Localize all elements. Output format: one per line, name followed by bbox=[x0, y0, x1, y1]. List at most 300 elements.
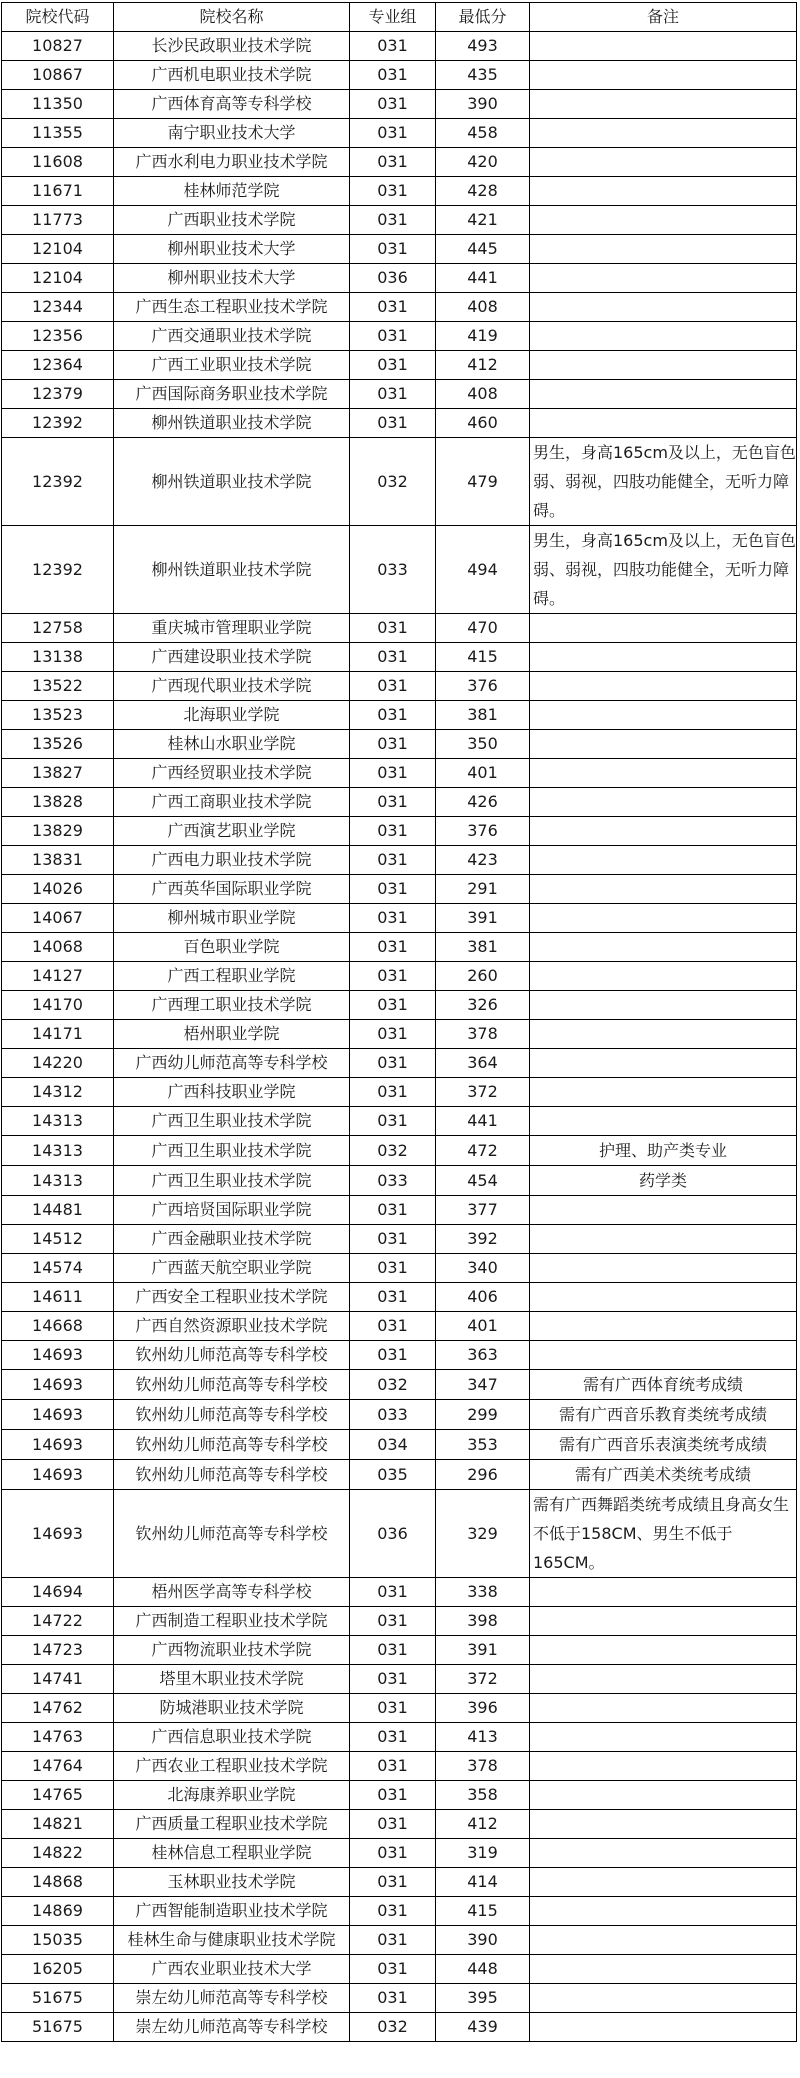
table-row bbox=[2, 846, 797, 875]
cell-note bbox=[530, 1283, 797, 1312]
table-row bbox=[2, 933, 797, 962]
table-row bbox=[2, 438, 797, 526]
cell-group: 031 bbox=[350, 1897, 436, 1926]
cell-code: 13522 bbox=[2, 672, 114, 701]
table-row bbox=[2, 380, 797, 409]
cell-group: 031 bbox=[350, 1312, 436, 1341]
cell-score: 358 bbox=[436, 1781, 530, 1810]
cell-name: 广西水利电力职业技术学院 bbox=[114, 148, 350, 177]
cell-score: 470 bbox=[436, 614, 530, 643]
table-row bbox=[2, 1752, 797, 1781]
cell-name: 桂林信息工程职业学院 bbox=[114, 1839, 350, 1868]
cell-name: 广西金融职业技术学院 bbox=[114, 1225, 350, 1254]
cell-code: 14868 bbox=[2, 1868, 114, 1897]
table-row bbox=[2, 817, 797, 846]
cell-code: 14693 bbox=[2, 1370, 114, 1400]
cell-code: 12392 bbox=[2, 409, 114, 438]
cell-code: 14693 bbox=[2, 1400, 114, 1430]
cell-name: 广西工业职业技术学院 bbox=[114, 351, 350, 380]
cell-score: 494 bbox=[436, 526, 530, 614]
table-row bbox=[2, 701, 797, 730]
cell-note bbox=[530, 1607, 797, 1636]
cell-name: 广西自然资源职业技术学院 bbox=[114, 1312, 350, 1341]
cell-note: 需有广西美术类统考成绩 bbox=[530, 1460, 797, 1490]
cell-name: 桂林师范学院 bbox=[114, 177, 350, 206]
cell-name: 广西信息职业技术学院 bbox=[114, 1723, 350, 1752]
cell-note: 需有广西音乐教育类统考成绩 bbox=[530, 1400, 797, 1430]
cell-code: 12344 bbox=[2, 293, 114, 322]
table-row bbox=[2, 643, 797, 672]
cell-score: 326 bbox=[436, 991, 530, 1020]
cell-name: 广西英华国际职业学院 bbox=[114, 875, 350, 904]
cell-name: 广西智能制造职业技术学院 bbox=[114, 1897, 350, 1926]
cell-score: 390 bbox=[436, 90, 530, 119]
cell-name: 广西卫生职业技术学院 bbox=[114, 1136, 350, 1166]
cell-note bbox=[530, 1694, 797, 1723]
cell-note bbox=[530, 293, 797, 322]
header-note: 备注 bbox=[530, 3, 797, 32]
cell-name: 崇左幼儿师范高等专科学校 bbox=[114, 2013, 350, 2042]
cell-score: 392 bbox=[436, 1225, 530, 1254]
cell-note: 需有广西体育统考成绩 bbox=[530, 1370, 797, 1400]
cell-note bbox=[530, 1078, 797, 1107]
cell-group: 031 bbox=[350, 1665, 436, 1694]
cell-code: 14170 bbox=[2, 991, 114, 1020]
cell-code: 13526 bbox=[2, 730, 114, 759]
cell-note bbox=[530, 759, 797, 788]
cell-score: 441 bbox=[436, 264, 530, 293]
cell-note bbox=[530, 1341, 797, 1370]
cell-group: 031 bbox=[350, 962, 436, 991]
table-row bbox=[2, 1723, 797, 1752]
table-row bbox=[2, 61, 797, 90]
cell-score: 428 bbox=[436, 177, 530, 206]
cell-note bbox=[530, 322, 797, 351]
cell-group: 031 bbox=[350, 904, 436, 933]
cell-code: 14611 bbox=[2, 1283, 114, 1312]
table-body bbox=[2, 32, 797, 2042]
cell-note bbox=[530, 409, 797, 438]
cell-score: 381 bbox=[436, 701, 530, 730]
cell-group: 031 bbox=[350, 409, 436, 438]
cell-group: 031 bbox=[350, 148, 436, 177]
cell-score: 401 bbox=[436, 759, 530, 788]
header-name: 院校名称 bbox=[114, 3, 350, 32]
table-row bbox=[2, 1020, 797, 1049]
cell-note bbox=[530, 672, 797, 701]
cell-name: 桂林山水职业学院 bbox=[114, 730, 350, 759]
table-row bbox=[2, 409, 797, 438]
cell-group: 031 bbox=[350, 730, 436, 759]
cell-group: 031 bbox=[350, 991, 436, 1020]
cell-code: 13138 bbox=[2, 643, 114, 672]
cell-name: 广西制造工程职业技术学院 bbox=[114, 1607, 350, 1636]
cell-group: 031 bbox=[350, 1341, 436, 1370]
cell-score: 329 bbox=[436, 1490, 530, 1578]
cell-code: 14693 bbox=[2, 1341, 114, 1370]
table-row bbox=[2, 235, 797, 264]
cell-name: 广西科技职业学院 bbox=[114, 1078, 350, 1107]
cell-group: 031 bbox=[350, 1781, 436, 1810]
cell-code: 13828 bbox=[2, 788, 114, 817]
cell-name: 崇左幼儿师范高等专科学校 bbox=[114, 1984, 350, 2013]
table-row bbox=[2, 1636, 797, 1665]
cell-note bbox=[530, 875, 797, 904]
cell-code: 14762 bbox=[2, 1694, 114, 1723]
table-row bbox=[2, 672, 797, 701]
cell-note bbox=[530, 1839, 797, 1868]
cell-note bbox=[530, 1752, 797, 1781]
cell-group: 031 bbox=[350, 1868, 436, 1897]
cell-group: 031 bbox=[350, 119, 436, 148]
cell-code: 10867 bbox=[2, 61, 114, 90]
cell-score: 338 bbox=[436, 1578, 530, 1607]
cell-score: 408 bbox=[436, 380, 530, 409]
table-row bbox=[2, 1049, 797, 1078]
cell-group: 031 bbox=[350, 1984, 436, 2013]
cell-score: 493 bbox=[436, 32, 530, 61]
cell-code: 12379 bbox=[2, 380, 114, 409]
cell-score: 340 bbox=[436, 1254, 530, 1283]
cell-group: 031 bbox=[350, 643, 436, 672]
cell-note bbox=[530, 1926, 797, 1955]
cell-note bbox=[530, 846, 797, 875]
table-row bbox=[2, 1400, 797, 1430]
cell-code: 14822 bbox=[2, 1839, 114, 1868]
cell-code: 14693 bbox=[2, 1490, 114, 1578]
cell-note bbox=[530, 1636, 797, 1665]
cell-note bbox=[530, 1984, 797, 2013]
cell-note bbox=[530, 1107, 797, 1136]
cell-note bbox=[530, 1049, 797, 1078]
cell-name: 广西农业职业技术大学 bbox=[114, 1955, 350, 1984]
cell-group: 031 bbox=[350, 1254, 436, 1283]
cell-group: 031 bbox=[350, 1810, 436, 1839]
cell-code: 14313 bbox=[2, 1136, 114, 1166]
table-row bbox=[2, 322, 797, 351]
table-row bbox=[2, 1370, 797, 1400]
cell-note bbox=[530, 380, 797, 409]
cell-name: 钦州幼儿师范高等专科学校 bbox=[114, 1370, 350, 1400]
cell-note bbox=[530, 1665, 797, 1694]
cell-name: 广西理工职业技术学院 bbox=[114, 991, 350, 1020]
cell-note bbox=[530, 1020, 797, 1049]
cell-name: 钦州幼儿师范高等专科学校 bbox=[114, 1460, 350, 1490]
cell-code: 14481 bbox=[2, 1196, 114, 1225]
cell-name: 钦州幼儿师范高等专科学校 bbox=[114, 1400, 350, 1430]
cell-note bbox=[530, 1810, 797, 1839]
cell-code: 14821 bbox=[2, 1810, 114, 1839]
table-row bbox=[2, 1607, 797, 1636]
cell-note bbox=[530, 177, 797, 206]
cell-group: 031 bbox=[350, 380, 436, 409]
cell-score: 363 bbox=[436, 1341, 530, 1370]
table-row bbox=[2, 1984, 797, 2013]
cell-score: 441 bbox=[436, 1107, 530, 1136]
cell-code: 14668 bbox=[2, 1312, 114, 1341]
cell-name: 广西机电职业技术学院 bbox=[114, 61, 350, 90]
cell-score: 390 bbox=[436, 1926, 530, 1955]
cell-note bbox=[530, 1196, 797, 1225]
cell-code: 12104 bbox=[2, 264, 114, 293]
cell-name: 广西卫生职业技术学院 bbox=[114, 1107, 350, 1136]
table-row bbox=[2, 1225, 797, 1254]
cell-score: 291 bbox=[436, 875, 530, 904]
header-group: 专业组 bbox=[350, 3, 436, 32]
table-row bbox=[2, 148, 797, 177]
cell-score: 260 bbox=[436, 962, 530, 991]
header-row bbox=[2, 3, 797, 32]
cell-note bbox=[530, 1897, 797, 1926]
table-row bbox=[2, 1665, 797, 1694]
cell-code: 14068 bbox=[2, 933, 114, 962]
cell-note bbox=[530, 962, 797, 991]
cell-code: 14127 bbox=[2, 962, 114, 991]
cell-score: 415 bbox=[436, 1897, 530, 1926]
cell-code: 16205 bbox=[2, 1955, 114, 1984]
cell-score: 448 bbox=[436, 1955, 530, 1984]
cell-code: 10827 bbox=[2, 32, 114, 61]
cell-score: 299 bbox=[436, 1400, 530, 1430]
cell-name: 钦州幼儿师范高等专科学校 bbox=[114, 1430, 350, 1460]
header-score: 最低分 bbox=[436, 3, 530, 32]
cell-note bbox=[530, 701, 797, 730]
cell-score: 350 bbox=[436, 730, 530, 759]
cell-note: 需有广西音乐表演类统考成绩 bbox=[530, 1430, 797, 1460]
cell-code: 14763 bbox=[2, 1723, 114, 1752]
cell-note: 男生，身高165cm及以上，无色盲色弱、弱视，四肢功能健全，无听力障碍。 bbox=[530, 438, 797, 526]
cell-group: 031 bbox=[350, 846, 436, 875]
cell-group: 031 bbox=[350, 1107, 436, 1136]
cell-group: 031 bbox=[350, 177, 436, 206]
table-row bbox=[2, 1254, 797, 1283]
cell-name: 柳州职业技术大学 bbox=[114, 235, 350, 264]
cell-name: 广西蓝天航空职业学院 bbox=[114, 1254, 350, 1283]
cell-group: 031 bbox=[350, 1752, 436, 1781]
cell-group: 031 bbox=[350, 817, 436, 846]
cell-group: 031 bbox=[350, 1578, 436, 1607]
cell-group: 031 bbox=[350, 933, 436, 962]
cell-name: 广西电力职业技术学院 bbox=[114, 846, 350, 875]
cell-code: 13831 bbox=[2, 846, 114, 875]
cell-score: 396 bbox=[436, 1694, 530, 1723]
cell-name: 柳州职业技术大学 bbox=[114, 264, 350, 293]
cell-group: 031 bbox=[350, 90, 436, 119]
cell-group: 031 bbox=[350, 61, 436, 90]
cell-code: 14512 bbox=[2, 1225, 114, 1254]
cell-name: 梧州医学高等专科学校 bbox=[114, 1578, 350, 1607]
cell-name: 广西物流职业技术学院 bbox=[114, 1636, 350, 1665]
cell-name: 梧州职业学院 bbox=[114, 1020, 350, 1049]
cell-code: 13827 bbox=[2, 759, 114, 788]
table-row bbox=[2, 1839, 797, 1868]
table-row bbox=[2, 614, 797, 643]
cell-score: 395 bbox=[436, 1984, 530, 2013]
cell-name: 广西农业工程职业技术学院 bbox=[114, 1752, 350, 1781]
cell-name: 广西卫生职业技术学院 bbox=[114, 1166, 350, 1196]
table-row bbox=[2, 1283, 797, 1312]
table-row bbox=[2, 904, 797, 933]
cell-group: 031 bbox=[350, 322, 436, 351]
table-row bbox=[2, 759, 797, 788]
cell-score: 378 bbox=[436, 1752, 530, 1781]
cell-name: 防城港职业技术学院 bbox=[114, 1694, 350, 1723]
cell-score: 319 bbox=[436, 1839, 530, 1868]
cell-group: 031 bbox=[350, 1607, 436, 1636]
cell-group: 031 bbox=[350, 759, 436, 788]
cell-note bbox=[530, 1312, 797, 1341]
cell-code: 12356 bbox=[2, 322, 114, 351]
cell-name: 广西生态工程职业技术学院 bbox=[114, 293, 350, 322]
table-row bbox=[2, 351, 797, 380]
table-row bbox=[2, 1341, 797, 1370]
table-row bbox=[2, 1490, 797, 1578]
cell-code: 51675 bbox=[2, 2013, 114, 2042]
cell-group: 031 bbox=[350, 1283, 436, 1312]
cell-note bbox=[530, 90, 797, 119]
cell-code: 14026 bbox=[2, 875, 114, 904]
cell-score: 445 bbox=[436, 235, 530, 264]
cell-code: 12392 bbox=[2, 526, 114, 614]
cell-name: 广西幼儿师范高等专科学校 bbox=[114, 1049, 350, 1078]
cell-code: 14313 bbox=[2, 1166, 114, 1196]
cell-code: 14067 bbox=[2, 904, 114, 933]
cell-code: 14171 bbox=[2, 1020, 114, 1049]
cell-name: 广西国际商务职业技术学院 bbox=[114, 380, 350, 409]
cell-score: 426 bbox=[436, 788, 530, 817]
cell-note bbox=[530, 1955, 797, 1984]
cell-code: 15035 bbox=[2, 1926, 114, 1955]
cell-score: 391 bbox=[436, 1636, 530, 1665]
cell-name: 广西质量工程职业技术学院 bbox=[114, 1810, 350, 1839]
cell-score: 377 bbox=[436, 1196, 530, 1225]
cell-group: 031 bbox=[350, 1225, 436, 1254]
cell-note bbox=[530, 904, 797, 933]
cell-score: 353 bbox=[436, 1430, 530, 1460]
cell-group: 032 bbox=[350, 1136, 436, 1166]
cell-group: 035 bbox=[350, 1460, 436, 1490]
table-row bbox=[2, 1166, 797, 1196]
cell-score: 479 bbox=[436, 438, 530, 526]
cell-name: 广西培贤国际职业学院 bbox=[114, 1196, 350, 1225]
table-row bbox=[2, 1136, 797, 1166]
cell-name: 柳州铁道职业技术学院 bbox=[114, 526, 350, 614]
header-code: 院校代码 bbox=[2, 3, 114, 32]
cell-group: 034 bbox=[350, 1430, 436, 1460]
cell-name: 广西演艺职业学院 bbox=[114, 817, 350, 846]
table-row bbox=[2, 1107, 797, 1136]
cell-code: 14694 bbox=[2, 1578, 114, 1607]
cell-score: 381 bbox=[436, 933, 530, 962]
cell-group: 031 bbox=[350, 1955, 436, 1984]
cell-group: 031 bbox=[350, 351, 436, 380]
cell-code: 14313 bbox=[2, 1107, 114, 1136]
cell-note bbox=[530, 1578, 797, 1607]
cell-code: 11350 bbox=[2, 90, 114, 119]
cell-code: 14722 bbox=[2, 1607, 114, 1636]
cell-group: 033 bbox=[350, 1400, 436, 1430]
cell-group: 031 bbox=[350, 701, 436, 730]
cell-note bbox=[530, 643, 797, 672]
table-row bbox=[2, 119, 797, 148]
cell-group: 031 bbox=[350, 1723, 436, 1752]
cell-note bbox=[530, 351, 797, 380]
table-row bbox=[2, 1694, 797, 1723]
cell-group: 031 bbox=[350, 235, 436, 264]
table-row bbox=[2, 1781, 797, 1810]
cell-score: 347 bbox=[436, 1370, 530, 1400]
cell-score: 460 bbox=[436, 409, 530, 438]
table-row bbox=[2, 90, 797, 119]
cell-note bbox=[530, 206, 797, 235]
cell-note bbox=[530, 235, 797, 264]
cell-score: 419 bbox=[436, 322, 530, 351]
cell-score: 412 bbox=[436, 1810, 530, 1839]
cell-score: 420 bbox=[436, 148, 530, 177]
cell-note: 护理、助产类专业 bbox=[530, 1136, 797, 1166]
table-row bbox=[2, 177, 797, 206]
cell-group: 031 bbox=[350, 1839, 436, 1868]
cell-name: 柳州铁道职业技术学院 bbox=[114, 409, 350, 438]
cell-note: 需有广西舞蹈类统考成绩且身高女生不低于158CM、男生不低于165CM。 bbox=[530, 1490, 797, 1578]
cell-group: 032 bbox=[350, 1370, 436, 1400]
cell-group: 032 bbox=[350, 2013, 436, 2042]
cell-group: 031 bbox=[350, 614, 436, 643]
table-row bbox=[2, 1926, 797, 1955]
cell-note bbox=[530, 1254, 797, 1283]
cell-note bbox=[530, 1868, 797, 1897]
cell-name: 钦州幼儿师范高等专科学校 bbox=[114, 1341, 350, 1370]
cell-score: 376 bbox=[436, 672, 530, 701]
cell-name: 广西经贸职业技术学院 bbox=[114, 759, 350, 788]
cell-score: 413 bbox=[436, 1723, 530, 1752]
cell-group: 031 bbox=[350, 1926, 436, 1955]
cell-name: 广西安全工程职业技术学院 bbox=[114, 1283, 350, 1312]
cell-group: 031 bbox=[350, 672, 436, 701]
cell-note: 男生，身高165cm及以上，无色盲色弱、弱视，四肢功能健全，无听力障碍。 bbox=[530, 526, 797, 614]
cell-note: 药学类 bbox=[530, 1166, 797, 1196]
cell-group: 031 bbox=[350, 206, 436, 235]
cell-note bbox=[530, 1781, 797, 1810]
cell-code: 14312 bbox=[2, 1078, 114, 1107]
cell-group: 033 bbox=[350, 1166, 436, 1196]
cell-score: 472 bbox=[436, 1136, 530, 1166]
cell-note bbox=[530, 991, 797, 1020]
cell-group: 032 bbox=[350, 438, 436, 526]
cell-note bbox=[530, 933, 797, 962]
table-row bbox=[2, 1312, 797, 1341]
cell-name: 玉林职业技术学院 bbox=[114, 1868, 350, 1897]
cell-code: 51675 bbox=[2, 1984, 114, 2013]
cell-group: 031 bbox=[350, 32, 436, 61]
cell-note bbox=[530, 1225, 797, 1254]
cell-group: 031 bbox=[350, 1078, 436, 1107]
cell-name: 长沙民政职业技术学院 bbox=[114, 32, 350, 61]
cell-name: 南宁职业技术大学 bbox=[114, 119, 350, 148]
cell-score: 435 bbox=[436, 61, 530, 90]
cell-group: 031 bbox=[350, 293, 436, 322]
cell-code: 14723 bbox=[2, 1636, 114, 1665]
cell-note bbox=[530, 32, 797, 61]
cell-score: 454 bbox=[436, 1166, 530, 1196]
cell-score: 439 bbox=[436, 2013, 530, 2042]
cell-name: 广西建设职业技术学院 bbox=[114, 643, 350, 672]
table-row bbox=[2, 962, 797, 991]
cell-group: 031 bbox=[350, 1049, 436, 1078]
cell-code: 14220 bbox=[2, 1049, 114, 1078]
table-row bbox=[2, 264, 797, 293]
cell-name: 塔里木职业技术学院 bbox=[114, 1665, 350, 1694]
